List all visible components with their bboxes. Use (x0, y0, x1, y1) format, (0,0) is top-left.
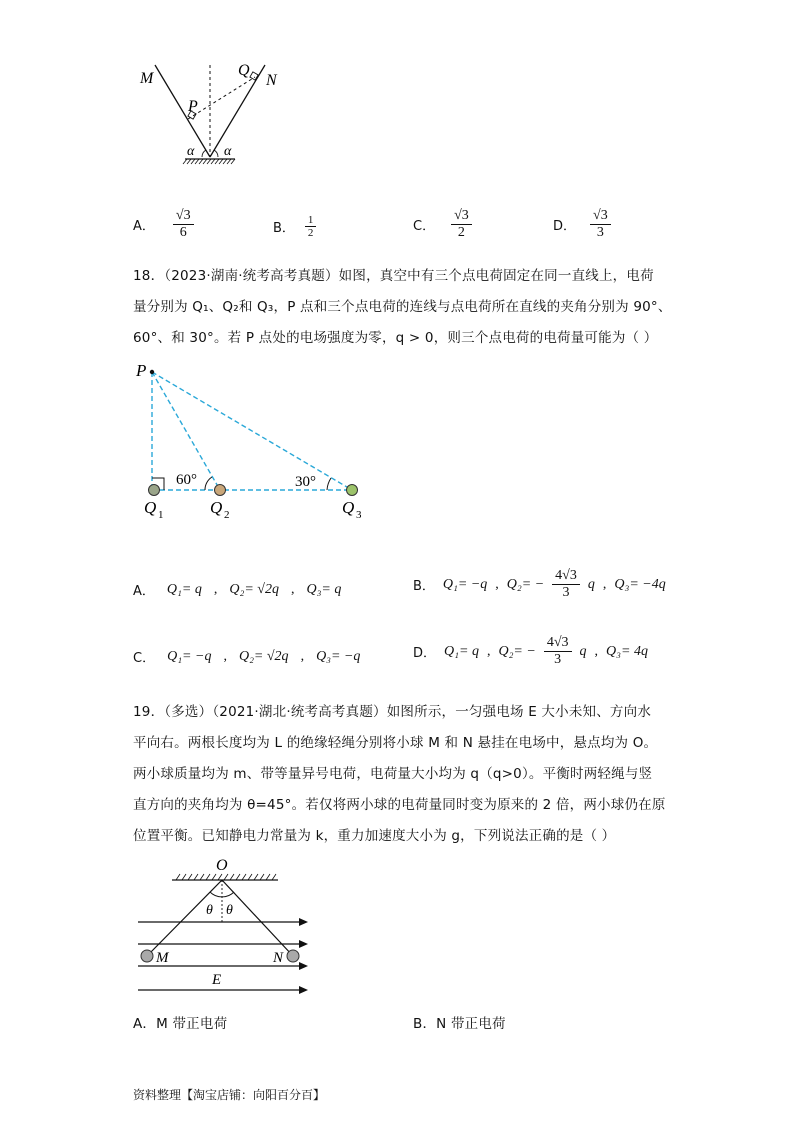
q2-prefix: Q₂= − (506, 576, 545, 592)
q1-value: Q₁= −q (442, 576, 488, 592)
q18-line-3: 60°、和 30°。若 P 点处的电场强度为零，q > 0，则三个点电荷的电荷量可能为（ ） (133, 330, 658, 346)
option-letter: A． (133, 219, 155, 234)
label-Q1-sub: 1 (158, 509, 164, 521)
label-theta-left: θ (206, 903, 213, 918)
q2-suffix: q (579, 643, 587, 659)
label-P: P (136, 361, 147, 380)
option-letter: D． (553, 219, 577, 234)
label-O: O (216, 857, 228, 874)
q2-prefix: Q₂= − (498, 643, 536, 659)
label-60: 60° (176, 472, 197, 488)
label-Q2: Q (210, 498, 223, 517)
q1-value: Q₁= −q (167, 648, 212, 664)
label-30: 30° (295, 474, 316, 490)
fraction: $\frac{1}{2}$ (305, 214, 317, 239)
option-letter: B． (273, 221, 295, 236)
q18-option-a[interactable]: A． Q₁= q , Q₂= √2q , Q₃= q (133, 581, 342, 599)
q2-fraction: $\frac{4√3}{3}$ (552, 568, 580, 601)
q2-value: Q₂= √2q (229, 581, 279, 597)
q19-option-a[interactable]: A．M 带正电荷 (133, 1016, 228, 1032)
label-Q1: Q (144, 498, 157, 517)
label-Q: Q (238, 62, 250, 79)
q19-line-1: 19．（多选）（2021·湖北·统考高考真题）如图所示，一匀强电场 E 大小未知、方向水 (133, 704, 652, 720)
q18-line-1: 18．（2023·湖南·统考高考真题）如图，真空中有三个点电荷固定在同一直线上，电荷 (133, 268, 654, 284)
label-M: M (156, 950, 169, 966)
q18-option-d[interactable]: D． Q₁= q , Q₂= − $\frac{4√3}{3}$ q , Q₃= 4q (413, 635, 648, 667)
q2-fraction: $\frac{4√3}{3}$ (544, 635, 572, 668)
q17-option-a[interactable] (133, 208, 194, 241)
q1-value: Q₁= q (166, 581, 202, 597)
label-Q3-sub: 3 (356, 509, 362, 521)
q2-value: Q₂= √2q (238, 648, 289, 664)
q17-option-c[interactable] (413, 208, 472, 241)
option-letter: A． (133, 584, 155, 599)
q18-option-c[interactable]: C． Q₁= −q , Q₂= √2q , Q₃= −q (133, 648, 361, 666)
q3-value: Q₃= −4q (614, 576, 666, 592)
label-P: P (188, 98, 198, 115)
q2-suffix: q (587, 576, 595, 592)
label-N: N (273, 950, 284, 966)
q17-option-b[interactable] (273, 214, 316, 239)
q17-option-d[interactable] (553, 208, 611, 241)
label-Q3: Q (342, 498, 355, 517)
q19-line-5: 位置平衡。已知静电力常量为 k，重力加速度大小为 g，下列说法正确的是（ ） (133, 828, 616, 844)
q3-value: Q₃= −q (316, 648, 361, 664)
q19-option-b[interactable]: B．N 带正电荷 (413, 1016, 506, 1032)
fraction: $\frac{√3}{2}$ (451, 208, 472, 241)
q18-figure (130, 358, 380, 523)
q3-value: Q₃= 4q (606, 643, 648, 659)
fraction: $\frac{√3}{6}$ (173, 208, 194, 241)
footer-text: 资料整理【淘宝店铺：向阳百分百】 (133, 1088, 326, 1102)
option-letter: C． (413, 219, 436, 234)
label-theta-right: θ (226, 903, 233, 918)
option-letter: D． (413, 646, 437, 661)
q18-option-b[interactable]: B． Q₁= −q , Q₂= − $\frac{4√3}{3}$ q , Q₃= −4q (413, 568, 666, 600)
q1-value: Q₁= q (444, 643, 479, 659)
option-letter: B． (413, 579, 435, 594)
label-M: M (140, 70, 154, 87)
label-N: N (266, 72, 277, 89)
label-Q2-sub: 2 (224, 509, 230, 521)
q19-line-3: 两小球质量均为 m、带等量异号电荷，电荷量大小均为 q（q>0）。平衡时两轻绳与竖 (133, 766, 653, 782)
q19-line-2: 平向右。两根长度均为 L 的绝缘轻绳分别将小球 M 和 N 悬挂在电场中，悬点均为 O。 (133, 735, 658, 751)
q19-figure (130, 852, 320, 1002)
label-alpha-right: α (224, 144, 232, 159)
q18-line-2: 量分别为 Q₁、Q₂和 Q₃，P 点和三个点电荷的连线与点电荷所在直线的夹角分别为 90°、 (133, 299, 672, 315)
fraction: $\frac{√3}{3}$ (590, 208, 611, 241)
q3-value: Q₃= q (306, 581, 342, 597)
label-alpha-left: α (187, 144, 195, 159)
q17-figure (130, 55, 280, 175)
option-letter: C． (133, 651, 156, 666)
label-E: E (212, 972, 222, 988)
q19-line-4: 直方向的夹角均为 θ=45°。若仅将两小球的电荷量同时变为原来的 2 倍，两小球仍在原 (133, 797, 666, 813)
